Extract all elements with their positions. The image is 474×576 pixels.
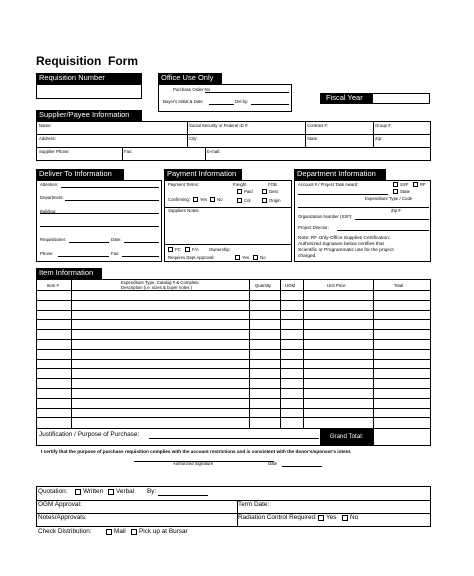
table-row[interactable]	[37, 290, 430, 291]
deliver-department-label: Department:	[40, 195, 64, 200]
supplier-zip-label: Zip:	[375, 136, 383, 141]
mail-checkbox[interactable]	[106, 529, 112, 535]
payment-box	[164, 180, 292, 262]
fiscal-year-field[interactable]	[372, 93, 430, 104]
deliver-fax-label: Fax:	[111, 251, 120, 256]
table-row[interactable]	[37, 417, 430, 418]
buyer-initial-label: Buyer's Initial & Date	[163, 99, 203, 104]
state-checkbox[interactable]	[393, 189, 398, 194]
freight-col-checkbox[interactable]	[237, 198, 242, 203]
pickup-label: Pick up at Bursar	[139, 528, 188, 535]
fob-label: FOB	[268, 182, 277, 187]
table-row[interactable]	[37, 319, 430, 320]
suppliers-notes-label: Suppliers Notes:	[168, 208, 200, 213]
supplier-phone-label: Supplier Phone:	[39, 149, 70, 154]
deliver-phone-label: Phone:	[40, 251, 54, 256]
table-row[interactable]	[37, 388, 430, 389]
confirming-yes-label: Yes	[200, 197, 208, 202]
radiation-yes-checkbox[interactable]	[318, 515, 324, 521]
organization-label: Organization Number (SSF):	[298, 214, 353, 219]
table-row[interactable]	[37, 329, 430, 330]
rf-note-line-2: Authorized Signature below certifies that	[298, 242, 384, 247]
rf-note-line-4: charged.	[298, 254, 317, 259]
buyer-initial-field[interactable]	[209, 104, 234, 105]
col-desc-header-2: Description (i.e. sizes & buyer notes )	[121, 285, 193, 290]
grand-total-field[interactable]	[374, 429, 429, 444]
radiation-no-checkbox[interactable]	[342, 515, 348, 521]
radiation-no-label: No	[350, 514, 359, 521]
fob-origin-label: Origin	[269, 198, 281, 203]
mail-label: Mail	[114, 528, 126, 535]
payment-header: Payment Information	[164, 169, 242, 180]
account-label: Account # / Project Task Award:	[298, 182, 359, 187]
purchase-order-field[interactable]	[205, 92, 289, 93]
notes-approvals-label: Notes/Approvals:	[38, 514, 87, 521]
radiation-control-label: Radiation Control Required:	[238, 514, 317, 521]
table-row[interactable]	[37, 398, 430, 399]
supplier-address-label: Address:	[39, 136, 56, 141]
confirming-yes-checkbox[interactable]	[193, 197, 198, 202]
rf-note-line-3: Scientific or Programmatic use for the project	[298, 248, 394, 253]
ownership-label: Ownership:	[209, 247, 231, 252]
supplier-fax-label: Fax:	[124, 149, 133, 154]
item-header: Item Information	[36, 268, 102, 279]
deliver-header: Deliver To Information	[36, 169, 124, 180]
quotation-by-label: By:	[147, 488, 157, 495]
deliver-attention-label: Attention:	[40, 182, 59, 187]
department-box	[294, 180, 431, 262]
col-total-header: Total	[394, 283, 404, 288]
supplier-box	[36, 121, 431, 161]
delivered-by-label: Del by:	[235, 99, 249, 104]
col-uom-header: UOM	[285, 283, 296, 288]
project-director-label: Project Director:	[298, 225, 329, 230]
fob-dest-label: Dest	[269, 189, 278, 194]
certification-statement: I certify that the purpose of purchase requisition complies with the account restrictions and is consistent with the donor's/sponsor's intent.	[41, 449, 352, 454]
requisition-number-field[interactable]	[36, 84, 142, 99]
table-row[interactable]	[37, 349, 430, 350]
confirming-no-checkbox[interactable]	[210, 197, 215, 202]
supplier-email-label: E-mail:	[207, 149, 221, 154]
supplier-ssn-label: Social Security or Federal ID #:	[189, 123, 249, 128]
ssf-label: SSF	[400, 182, 409, 187]
col-desc-header-1: Expenditure Type, Catalog # & Complete	[121, 280, 199, 285]
grand-total-label: Grand Total:	[320, 428, 373, 445]
table-row[interactable]	[37, 408, 430, 409]
col-price-header: Unit Price	[327, 283, 346, 288]
fiscal-year-label: Fiscal Year	[320, 93, 372, 104]
written-checkbox[interactable]	[75, 489, 81, 495]
supplier-contract-label: Contract #:	[307, 123, 329, 128]
dept-approval-no-checkbox[interactable]	[253, 255, 258, 260]
dept-approval-no-label: No	[260, 255, 266, 260]
purchase-order-label: Purchase Order No	[173, 87, 211, 92]
office-use-box	[158, 84, 292, 112]
written-label: Written	[83, 488, 104, 495]
department-zip-label: Zip #:	[391, 208, 402, 213]
table-row[interactable]	[37, 368, 430, 369]
rf-checkbox[interactable]	[413, 182, 418, 187]
pickup-checkbox[interactable]	[131, 529, 137, 535]
deliver-requisitioner-label: Requisitioner:	[40, 237, 67, 242]
authorized-signature-label: Authorized Signature	[173, 461, 214, 466]
deliver-building-label: Building:	[40, 209, 57, 214]
confirming-no-label: No	[217, 197, 223, 202]
expenditure-label: Expenditure Type / Code	[365, 196, 413, 201]
rf-note-line-1: Note: RF Only-Office Supplies Certification:	[298, 236, 391, 241]
dept-approval-yes-label: Yes	[242, 255, 250, 260]
supplier-name-label: Name:	[39, 123, 52, 128]
supplier-header: Supplier/Payee Information	[36, 110, 142, 121]
supplier-city-label: City:	[189, 136, 198, 141]
col-qty-header: Quantity	[255, 283, 272, 288]
radiation-yes-label: Yes	[326, 514, 337, 521]
justification-label: Justification / Purpose of Purchase:	[39, 431, 140, 438]
table-row[interactable]	[37, 339, 430, 340]
ssf-checkbox[interactable]	[393, 182, 398, 187]
verbal-checkbox[interactable]	[108, 489, 114, 495]
office-use-header: Office Use Only	[158, 73, 222, 84]
requisition-number-header: Requisition Number	[36, 73, 142, 84]
confirming-label: Confirming:	[168, 197, 190, 202]
verbal-label: Verbal	[116, 488, 135, 495]
table-row[interactable]	[37, 300, 430, 301]
fc-checkbox[interactable]	[168, 247, 173, 252]
ogm-approval-label: OGM Approval:	[38, 501, 82, 508]
quotation-label: Quotation:	[38, 488, 68, 495]
check-distribution-label: Check Distribution:	[38, 528, 92, 535]
freight-col-label: Col	[244, 198, 251, 203]
fa-label: F/A	[192, 247, 199, 252]
state-label: State	[400, 189, 411, 194]
fob-dest-checkbox[interactable]	[262, 189, 267, 194]
dept-approval-label: Requires Dept Approval:	[168, 255, 215, 260]
col-item-header: Item #	[47, 283, 59, 288]
table-row[interactable]	[37, 378, 430, 379]
freight-paid-checkbox[interactable]	[237, 189, 242, 194]
deliver-date-label: Date:	[111, 237, 122, 242]
supplier-state-label: State:	[307, 136, 319, 141]
payment-terms-label: Payment Terms:	[168, 182, 199, 187]
table-row[interactable]	[37, 359, 430, 360]
page-title: Requisition Form	[36, 54, 138, 68]
delivered-by-field[interactable]	[251, 104, 289, 105]
department-header: Department Information	[294, 169, 386, 180]
fa-checkbox[interactable]	[185, 247, 190, 252]
fc-label: FC	[175, 247, 181, 252]
term-date-label: Term Date:	[238, 501, 270, 508]
freight-label: Freight	[233, 182, 247, 187]
item-table	[36, 279, 431, 446]
table-row[interactable]	[37, 310, 430, 311]
dept-approval-yes-checkbox[interactable]	[235, 255, 240, 260]
rf-label: RF	[420, 182, 426, 187]
freight-paid-label: Paid	[244, 189, 253, 194]
fob-origin-checkbox[interactable]	[262, 198, 267, 203]
supplier-group-label: Group #:	[375, 123, 392, 128]
deliver-box	[36, 180, 162, 262]
signature-date-label: Date	[268, 461, 278, 466]
